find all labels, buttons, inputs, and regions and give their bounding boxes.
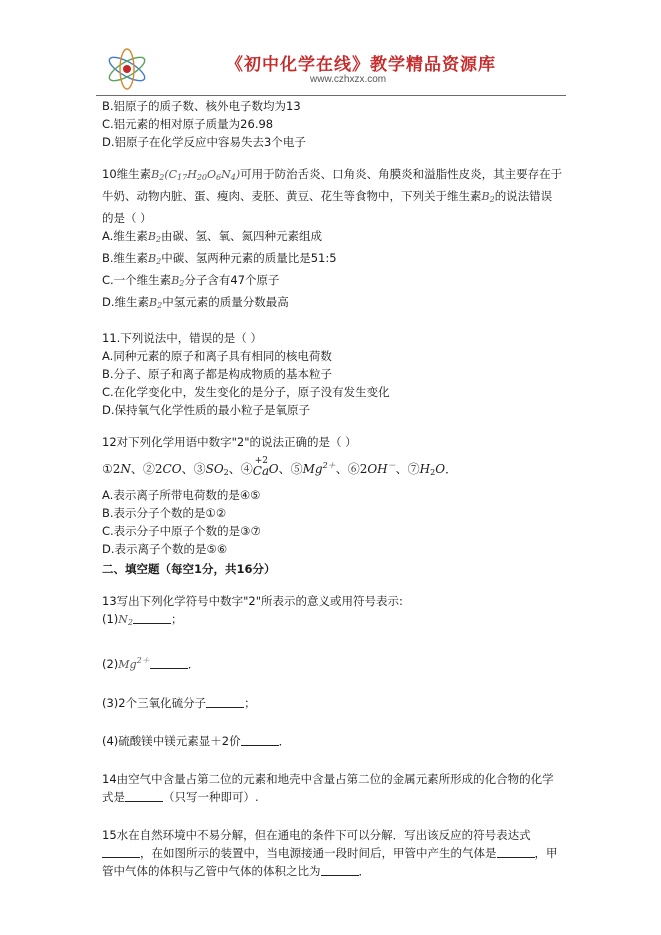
- q12-option-b: B.表示分子个数的是①②: [102, 506, 227, 520]
- q15-line3: 管中气体的体积与乙管中气体的体积之比为 ．: [102, 864, 370, 878]
- answer-blank[interactable]: [321, 863, 359, 876]
- q13-part2: $(2)Mg^{2+}$ ．: [102, 656, 200, 671]
- q11-option-c: C.在化学变化中，发生变化的是分子，原子没有发生变化: [102, 385, 390, 399]
- banner-title: 《初中化学在线》教学精品资源库: [226, 55, 496, 75]
- answer-blank[interactable]: [497, 845, 535, 858]
- answer-blank[interactable]: [133, 611, 171, 624]
- q10-option-c: C.一个维生素$B_2$分子含有47个原子: [102, 273, 280, 288]
- q10-option-d: D.维生素$B_2$中氢元素的质量分数最高: [102, 295, 289, 310]
- header-divider: [96, 95, 566, 96]
- q9-option-d: D.铝原子在化学反应中容易失去3个电子: [102, 135, 306, 149]
- q13-part4: (4)硫酸镁中镁元素显＋2价 ．: [102, 734, 291, 748]
- section-heading: 二、填空题（每空1分，共16分）: [102, 562, 276, 576]
- q11-option-a: A.同种元素的原子和离子具有相同的核电荷数: [102, 349, 332, 363]
- answer-blank[interactable]: [206, 695, 244, 708]
- vitamin-formula: $B_2(C_{17}H_{20}O_6N_4)$: [151, 168, 241, 182]
- q10-stem-line1: 10维生素$B_2(C_{17}H_{20}O_6N_4)$可用于防治舌炎、口角炎、角膜炎和溢脂性皮炎，其主要存在于: [102, 167, 563, 182]
- q10-option-a: A.维生素$B_2$由碳、氢、氧、氮四种元素组成: [102, 229, 323, 244]
- answer-blank[interactable]: [102, 845, 140, 858]
- q14-line1: 14由空气中含量占第二位的元素和地壳中含量占第二位的金属元素所形成的化合物的化学: [102, 772, 554, 786]
- document-body: [102, 97, 572, 880]
- q13-part1: $(1)N_2$ ；: [102, 612, 183, 627]
- q13-stem: 13写出下列化学符号中数字"2"所表示的意义或用符号表示:: [102, 594, 403, 608]
- q11-option-d: D.保持氧气化学性质的最小粒子是氧原子: [102, 403, 311, 417]
- q11-option-b: B.分子、原子和离子都是构成物质的基本粒子: [102, 367, 333, 381]
- answer-blank[interactable]: [241, 733, 279, 746]
- atom-logo-icon: [104, 46, 150, 92]
- q15-line2: ，在如图所示的装置中，当电源接通一段时间后，甲管中产生的气体是 ，甲: [102, 844, 572, 862]
- q12-option-d: D.表示离子个数的是⑤⑥: [102, 542, 228, 556]
- q13-part3: (3)2个三氧化硫分子 ；: [102, 696, 256, 710]
- banner-url: www.czhxzx.com: [310, 74, 387, 85]
- q12-option-c: C.表示分子中原子个数的是③⑦: [102, 524, 261, 538]
- q11-stem: 11.下列说法中，错误的是（ ）: [102, 331, 262, 345]
- q10-stem-line3: 的是（ ）: [102, 211, 152, 225]
- q12-chemical-symbols: ①2N、②2CO、$③SO_2$、④ +2 CaO、$⑤Mg^{2+}$、⑥2OH－、$⑦H_2O$．: [102, 456, 458, 478]
- q14-line2: 式是 （只写一种即可）.: [102, 790, 259, 804]
- q10-stem-line2: 牛奶、动物内脏、蛋、瘦肉、麦胚、黄豆、花生等食物中，下列关于维生素$B_2$的说法错误: [102, 189, 553, 204]
- answer-blank[interactable]: [150, 656, 188, 669]
- q15-line1: 15水在自然环境中不易分解，但在通电的条件下可以分解．写出该反应的符号表达式: [102, 828, 531, 842]
- q10-option-b: B.维生素$B_2$中碳、氢两种元素的质量比是51:5: [102, 251, 337, 266]
- answer-blank[interactable]: [125, 789, 163, 802]
- q12-stem: 12对下列化学用语中数字"2"的说法正确的是（ ）: [102, 435, 357, 449]
- q9-option-b: B.铝原子的质子数、核外电子数均为13: [102, 99, 301, 113]
- q12-option-a: A.表示离子所带电荷数的是④⑤: [102, 488, 261, 502]
- page-header: [96, 40, 566, 96]
- q9-option-c: C.铝元素的相对原子质量为26.98: [102, 117, 274, 131]
